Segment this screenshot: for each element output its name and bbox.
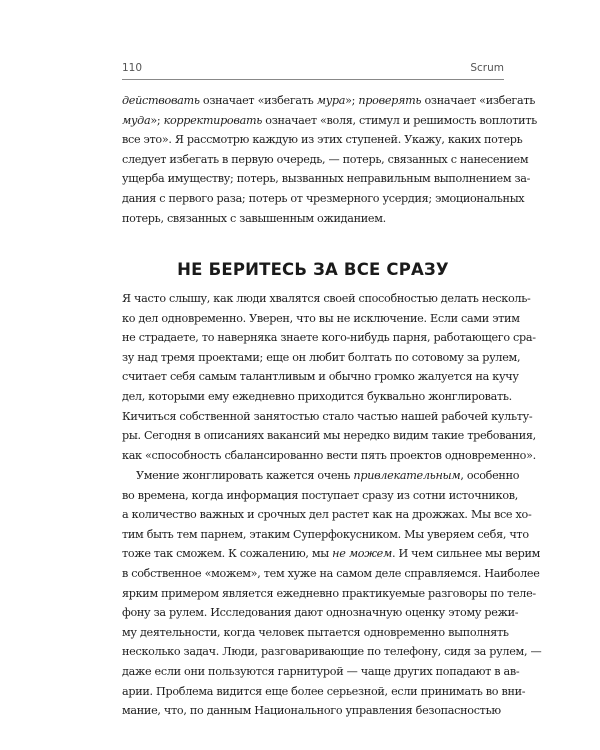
- italic-term: проверять: [358, 94, 422, 107]
- text-run: ры. Сегодня в описаниях вакансий мы нередко видим такие требования,: [122, 429, 536, 443]
- text-line: [122, 623, 509, 643]
- text-line: [122, 525, 529, 545]
- text-line: [122, 642, 542, 662]
- text-line: [122, 486, 519, 506]
- text-run: Я часто слышу, как люди хвалятся своей способностью делать несколь-: [122, 292, 531, 305]
- italic-term: действовать: [122, 94, 200, 107]
- text-run: зу над тремя проектами; еще он любит болтать по сотовому за рулем,: [122, 350, 521, 364]
- text-run: тоже так сможем. К сожалению, мы: [122, 547, 333, 561]
- text-line: [136, 466, 520, 486]
- text-line: [122, 169, 531, 189]
- text-run: следует избегать в первую очередь, — потерь, связанных с нанесением: [122, 152, 529, 166]
- text-run: потерь, связанных с завышенным ожиданием.: [122, 211, 386, 225]
- text-run: несколько задач. Люди, разговаривающие по телефону, сидя за рулем, —: [122, 645, 542, 659]
- text-line: [122, 564, 540, 584]
- text-line: [122, 387, 512, 407]
- text-line: [122, 426, 536, 446]
- text-line: [122, 209, 504, 229]
- text-run: дел, которыми ему ежедневно приходится буквально жонглировать.: [122, 390, 512, 403]
- text-run: как «способность сбалансированно вести пять проектов одновременно».: [122, 448, 536, 462]
- running-head: [122, 60, 504, 80]
- text-line: [122, 328, 536, 348]
- text-run: ущерба имуществу; потерь, вызванных неправильным выполнением за-: [122, 172, 531, 186]
- text-line: [122, 289, 531, 309]
- italic-term: привлекательным: [353, 469, 461, 482]
- text-run: ярким примером является ежедневно практикуемые разговоры по теле-: [122, 586, 536, 600]
- text-run: все это». Я рассмотрю каждую из этих ступеней. Укажу, каких потерь: [122, 133, 523, 147]
- text-line: [122, 603, 519, 623]
- text-line: [122, 189, 525, 209]
- text-run: тим быть тем парнем, этаким Суперфокусником. Мы уверяем себя, что: [122, 527, 529, 541]
- text-run: считает себя самым талантливым и обычно громко жалуется на кучу: [122, 370, 519, 384]
- text-line: [122, 701, 504, 721]
- text-line: [122, 682, 526, 702]
- text-run: му деятельности, когда человек пытается одновременно выполнять: [122, 625, 509, 639]
- text-line: [122, 544, 541, 564]
- text-run: ко дел одновременно. Уверен, что вы не исключение. Если сами этим: [122, 311, 520, 325]
- italic-term: муда: [122, 113, 151, 127]
- text-run: . И чем сильнее мы верим: [391, 547, 541, 561]
- text-run: дания с первого раза; потерь от чрезмерного усердия; эмоциональных: [122, 192, 525, 205]
- text-line: [122, 91, 536, 111]
- text-line: [122, 584, 536, 604]
- text-run: , особенно: [460, 469, 520, 482]
- section-heading: НЕ БЕРИТЕСЬ ЗА ВСЕ СРАЗУ: [177, 260, 449, 279]
- text-line: [122, 130, 523, 150]
- text-line: [122, 367, 519, 387]
- text-run: даже если они пользуются гарнитурой — чаще других попадают в ав-: [122, 665, 520, 678]
- header-rule: [122, 79, 504, 80]
- text-run: Умение жонглировать кажется очень: [136, 469, 354, 482]
- text-run: не страдаете, то наверняка знаете кого-нибудь парня, работающего сра-: [122, 331, 536, 345]
- text-line: [122, 150, 529, 170]
- text-run: »;: [345, 94, 359, 107]
- italic-term: корректировать: [163, 113, 263, 127]
- text-line: [122, 505, 532, 525]
- text-line: [122, 348, 521, 368]
- text-run: в собственное «можем», тем хуже на самом деле справляемся. Наиболее: [122, 567, 540, 580]
- text-run: Кичиться собственной занятостью стало частью нашей рабочей культу-: [122, 409, 533, 423]
- text-run: мание, что, по данным Национального управления безопасностью: [122, 704, 501, 718]
- text-run: фону за рулем. Исследования дают однозначную оценку этому режи-: [122, 606, 519, 620]
- text-line: [122, 446, 536, 466]
- text-run: означает «воля, стимул и решимость воплотить: [262, 113, 537, 127]
- text-line: [122, 309, 520, 329]
- text-line: [122, 407, 533, 427]
- italic-term: не можем: [332, 547, 392, 561]
- text-run: а количество важных и срочных дел растет как на дрожжах. Мы все хо-: [122, 508, 532, 522]
- text-line: [122, 111, 537, 131]
- text-run: »;: [150, 113, 164, 127]
- book-title: Scrum: [470, 62, 504, 74]
- page-number: 110: [122, 62, 143, 74]
- text-line: [122, 662, 520, 682]
- text-run: означает «избегать: [421, 94, 536, 107]
- italic-term: мура: [316, 94, 346, 107]
- text-run: во времена, когда информация поступает сразу из сотни источников,: [122, 488, 519, 502]
- text-run: означает «избегать: [199, 94, 317, 107]
- text-run: арии. Проблема видится еще более серьезной, если принимать во вни-: [122, 684, 526, 698]
